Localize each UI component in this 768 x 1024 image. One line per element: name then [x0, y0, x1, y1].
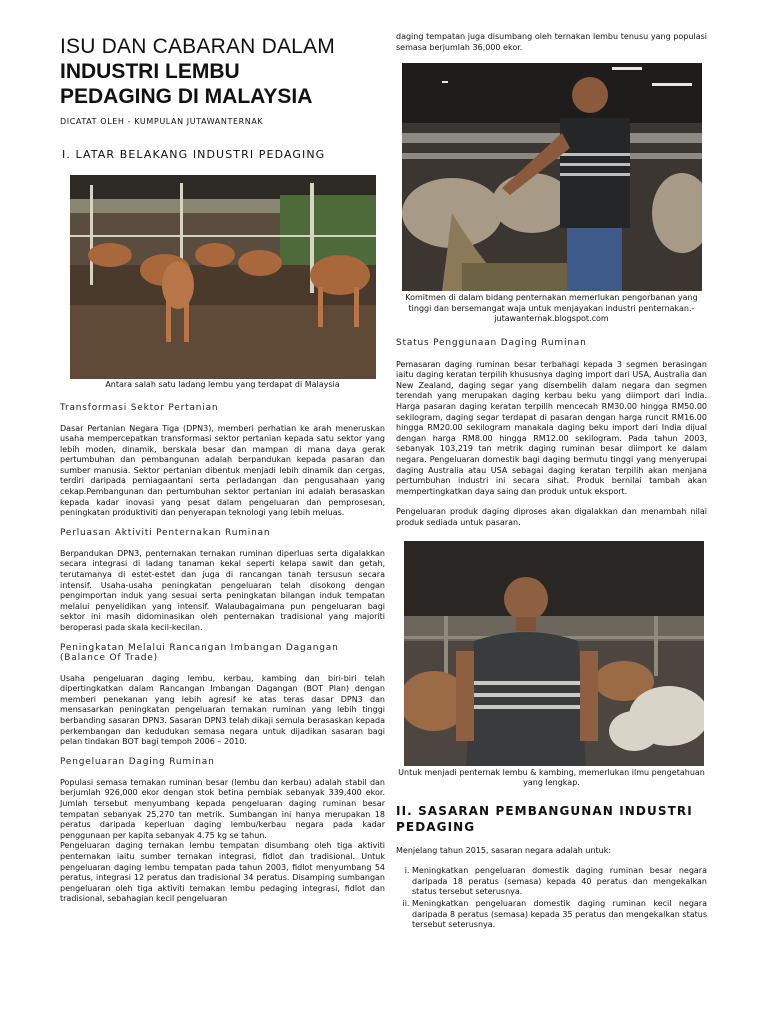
byline: DICATAT OLEH - KUMPULAN JUTAWANTERNAK: [60, 117, 264, 126]
goal-item-1: i. Meningkatkan pengeluaran domestik daging ruminan besar negara daripada 18 peratus (semasa) kepada 40 peratus dan mengekalkan status tersebut seterusnya.: [412, 866, 707, 898]
paragraph-peningkatan: Usaha pengeluaran daging lembu, kerbau, kambing dan biri-biri telah dipertingkatkan dalam Rancangan Imbangan Dagangan (BOT Plan) dengan memberi penekanan yang lebih agresif ke atas teras dasar DPN3 dan mensasarkan peningkatan pengeluaran ternakan ruminan yang lebih tinggi berbanding sasaran DPN3. Sasaran DPN3 telah dikaji semula berasaskan kepada perkembangan dan kedudukan semasa negara untuk dijadikan sasaran bagi pelan tindakan BOT bagi tempoh 2006 – 2010.: [60, 673, 385, 747]
cattle-farm-image: [70, 175, 376, 379]
farmer-feeding-caption: Komitmen di dalam bidang penternakan memerlukan pengorbanan yang tinggi dan bersemangat waja untuk menjayakan industri penternakan.- jutawanternak.blogspot.com: [405, 293, 698, 324]
subheading-pengeluaran: Pengeluaran Daging Ruminan: [60, 756, 215, 767]
farmer-standing-caption: Untuk menjadi penternak lembu & kambing, memerlukan ilmu pengetahuan yang lengkap.: [398, 767, 705, 788]
paragraph-perluasan: Berpandukan DPN3, penternakan ternakan ruminan diperluas serta digalakkan secara integrasi di ladang tanaman kekal seperti kelapa sawit dan getah, terutamanya di estet-estet dan juga di rancangan tanah tersusun secara intensif. Usaha-usaha peningkatan pengeluaran telah disokong dengan pengimportan induk yang sesuai serta peningkatan bilangan induk tempatan melalui penyelidikan yang intensif. Walaubagaimana pun pengeluaran bagi sektor ini masih didominasikan oleh penternakan tradisional yang majoriti beroperasi pada skala kecil-kecilan.: [60, 548, 385, 632]
farmer-standing-image: [404, 541, 704, 766]
article-title-line3: PEDAGING DI MALAYSIA: [60, 85, 313, 108]
left-column: [60, 34, 385, 905]
paragraph-status: Pemasaran daging ruminan besar terbahagi kepada 3 segmen berasingan iaitu daging keratan terpilih khususnya daging import dari USA, Australia dan New Zealand, daging segar yang disembelih dalam negara dan segmen terendah yang merupakan daging kerbau beku yang diimport dari India. Harga pasaran daging keratan terpilih mencecah RM30.00 hingga RM50.00 sekilogram, daging segar terdapat di pasaran dengan harga runcit RM16.00 hingga RM20.00 sekilogram manakala daging beku import dari India dijual dengan harga RM8.00 hingga RM12.00 sekilogram. Pada tahun 2003, sebanyak 103,219 tan metrik daging ruminan besar diimport ke dalam negara. Pengeluaran domestik bagi daging bermutu tinggi yang menyerupai daging Australia atau USA sebagai daging keratan terpilih akan menjana pertumbuhan industri ini secara sihat. Produk bernilai tambah akan mempertingkatkan daya saing dan produk untuk eksport.: [396, 359, 707, 496]
cattle-farm-caption: Antara salah satu ladang lembu yang terdapat di Malaysia: [105, 380, 340, 389]
paragraph-pengeluaran-2: Pengeluaran daging ternakan lembu tempatan disumbang oleh tiga aktiviti penternakan iaitu sumber ternakan integrasi, fidlot dan tradisional. Untuk pengeluaran daging lembu tempatan pada tahun 2003, fidlot menyumbang 54 peratus, integrasi 12 peratus dan tradisional 34 peratus. Disamping sumbangan pengeluaran oleh tiga aktiviti ternakan lembu pedaging integrasi, fidlot dan tradisional, sebahagian kecil pengeluaran: [60, 841, 385, 904]
article-title-line2: INDUSTRI LEMBU: [60, 60, 240, 83]
goal-item-2: ii. Meningkatkan pengeluaran domestik daging ruminan kecil negara daripada 8 peratus (semasa) kepada 35 peratus dan mengekalkan status tersebut seterusnya.: [412, 899, 707, 931]
section2-intro: Menjelang tahun 2015, sasaran negara adalah untuk:: [396, 845, 612, 855]
subheading-perluasan: Perluasan Aktiviti Penternakan Ruminan: [60, 527, 271, 538]
paragraph-pengeluaran-1: Populasi semasa ternakan ruminan besar (lembu dan kerbau) adalah stabil dan berjumlah 926,000 ekor dengan stok betina pembiak sebanyak 339,400 ekor. Jumlah tersebut menyumbang kepada pengeluaran daging ruminan besar tempatan sebanyak 25,270 tan metrik. Sumbangan ini hanya merupakan 18 peratus daripada keperluan daging lembu/kerbau negara pada kadar penggunaan per kapita sebanyak 4.75 kg se tahun.: [60, 777, 385, 840]
section2-heading: II. SASARAN PEMBANGUNAN INDUSTRI PEDAGING: [396, 803, 693, 834]
farmer-standing-photo: [404, 541, 704, 766]
paragraph-continued: daging tempatan juga disumbang oleh ternakan lembu tenusu yang populasi semasa berjumlah 36,000 ekor.: [396, 32, 707, 52]
farmer-feeding-photo: [402, 63, 702, 291]
cattle-farm-photo: [70, 175, 376, 379]
paragraph-transformasi: Dasar Pertanian Negara Tiga (DPN3), memberi perhatian ke arah meneruskan usaha mempercepatkan transformasi sektor pertanian kepada satu sektor yang lebih moden, dinamik, berskala besar dan mampan di mana daya gerak pertumbuhan dan pembangunan adalah berpandukan kepada pasaran dan sumber manusia. Sektor pertanian dibentuk menjadi lebih dinamik dan cergas, terdiri daripada perniagaantani serta perladangan dan pengusahaan yang cekap.Pembangunan dan pertumbuhan sektor pertanian ini adalah berasaskan kepada kadar inovasi yang pesat dalam pengeluaran dan pemprosesan, peningkatan produktiviti dan penyerapan teknologi yang lebih meluas.: [60, 423, 385, 518]
goals-list: [396, 866, 707, 931]
article-title-line1: ISU DAN CABARAN DALAM: [60, 35, 335, 58]
subheading-transformasi: Transformasi Sektor Pertanian: [60, 402, 219, 413]
section1-heading: I. LATAR BELAKANG INDUSTRI PEDAGING: [62, 148, 326, 161]
farmer-feeding-image: [402, 63, 702, 291]
subheading-peningkatan: Peningkatan Melalui Rancangan Imbangan Dagangan (Balance Of Trade): [60, 642, 339, 663]
paragraph-produk-diproses: Pengeluaran produk daging diproses akan digalakkan dan menambah nilai produk sediada untuk pasaran.: [396, 507, 707, 527]
right-column: [396, 32, 707, 932]
subheading-status: Status Penggunaan Daging Ruminan: [396, 337, 587, 348]
